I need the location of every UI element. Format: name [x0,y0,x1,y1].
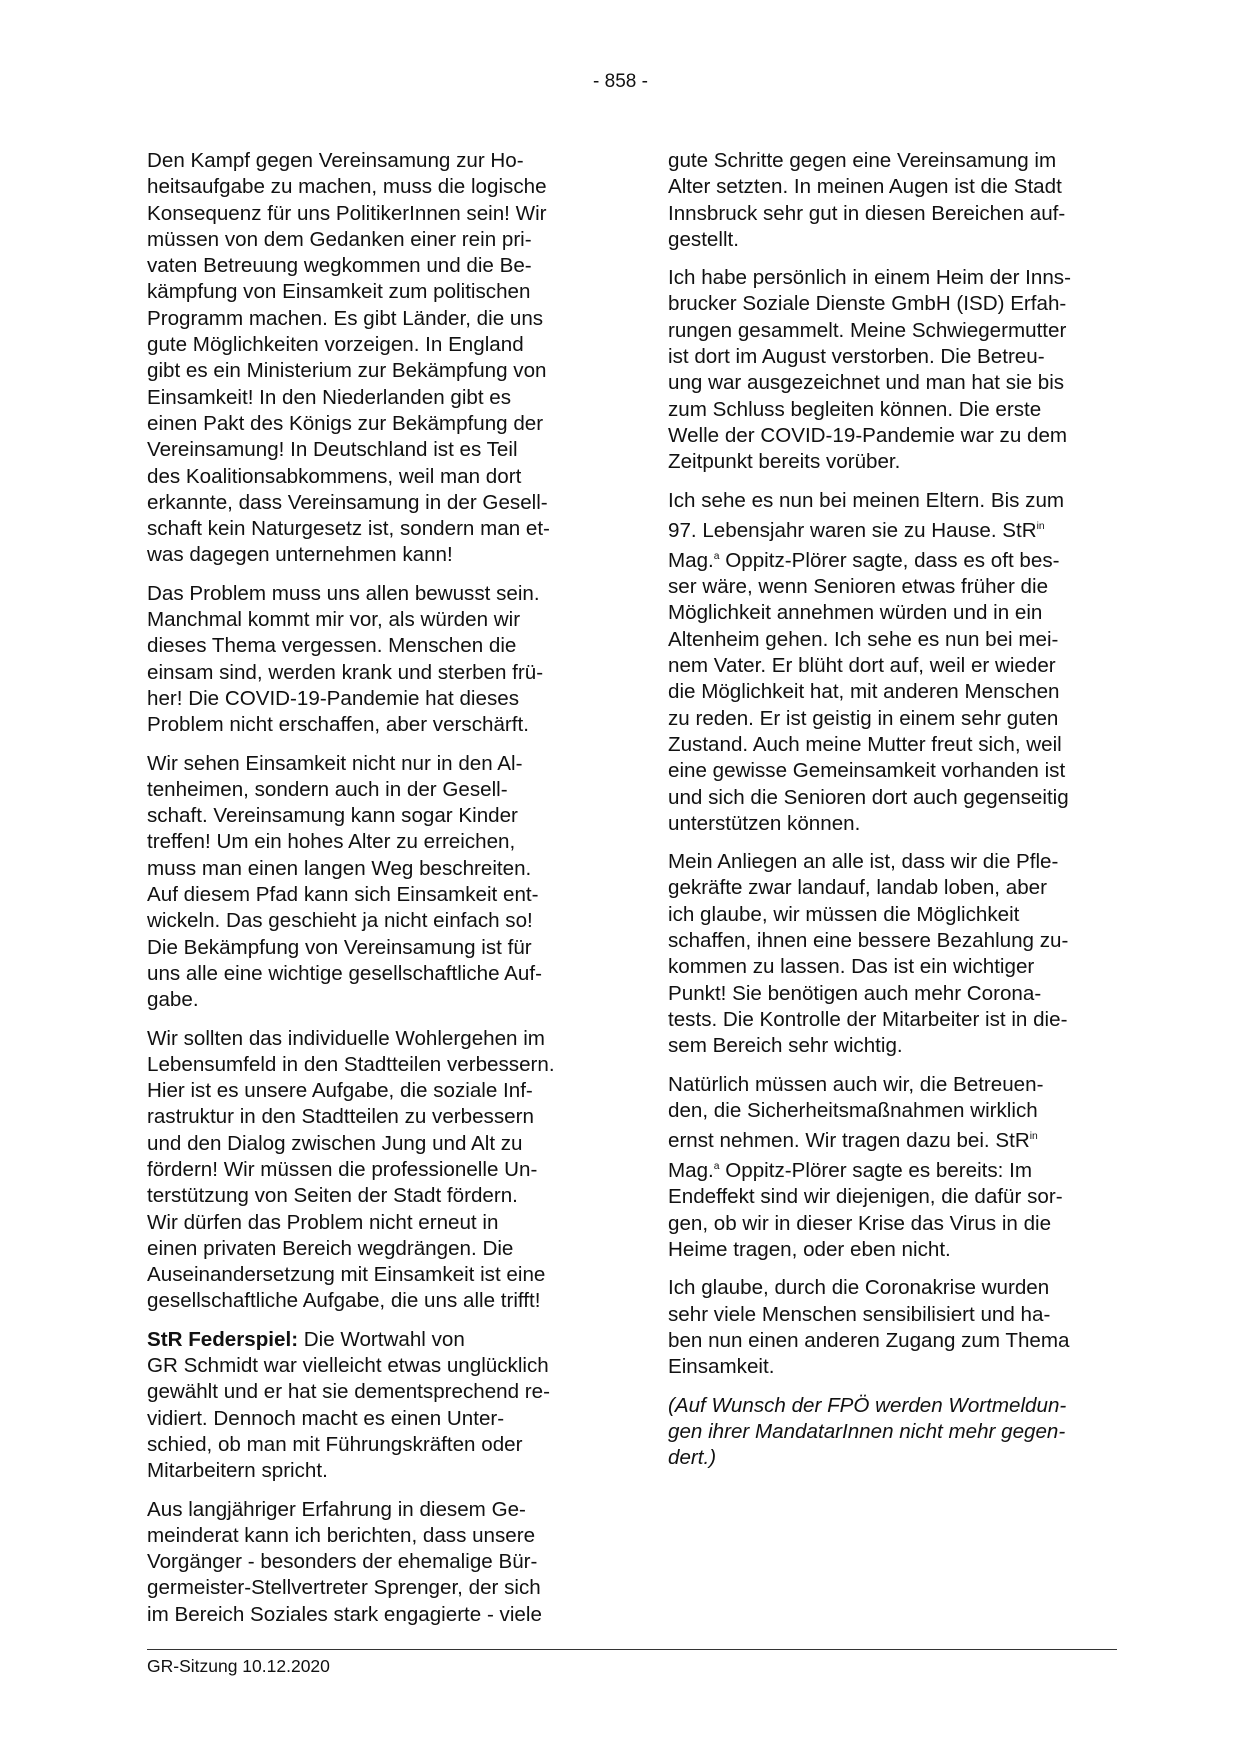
speaker-name: StR Federspiel: [147,1327,299,1351]
paragraph: Das Problem muss uns allen bewusst sein. Manchmal kommt mir vor, als würden wir dieses Thema vergessen. Menschen die einsam sind, werden krank und sterben frü- her! Die COVID-19-Pandemie hat dieses Problem nicht erschaffen, aber verschärft. [147,581,544,737]
page-number: - 858 - [593,71,648,92]
paragraph: Natürlich müssen auch wir, die Betreuen- den, die Sicherheitsmaßnahmen wirklich ernst nehmen. Wir tragen dazu bei. StR$^{in}$ Mag.$^a$ Oppitz-Plörer sagte es bereits: Im Endeffekt sind wir diejenigen, die dafür sor- gen, ob wir in dieser Krise das Virus in die Heime tragen, oder eben nicht. [668,1072,1063,1262]
footer-text: GR-Sitzung 10.12.2020 [147,1656,330,1676]
paragraph: Aus langjähriger Erfahrung in diesem Ge- meinderat kann ich berichten, dass unsere Vorgänger - besonders der ehemalige Bür- germeister-Stellvertreter Sprenger, der sich im Bereich Soziales stark engagierte - viele [147,1497,542,1626]
paragraph: Ich habe persönlich in einem Heim der Inns- brucker Soziale Dienste GmbH (ISD) Erfah- rungen gesammelt. Meine Schwiegermutter ist dort im August verstorben. Die Betreu- ung war ausgezeichnet und man hat sie bis zum Schluss begleiten können. Die erste Welle der COVID-19-Pandemie war zu dem Zeitpunkt bereits vorüber. [668,266,1071,474]
paragraph: Den Kampf gegen Vereinsamung zur Ho- heitsaufgabe zu machen, muss die logische Konsequenz für uns PolitikerInnen sein! Wir müssen von dem Gedanken einer rein pri- vaten Betreuung wegkommen und die Be- kämpfung von Einsamkeit zum politischen Programm machen. Es gibt Länder, die uns gute Möglichkeiten vorzeigen. In England gibt es ein Ministerium zur Bekämpfung von Einsamkeit! In den Niederlanden gibt es einen Pakt des Königs zur Bekämpfung der Vereinsamung! In Deutschland ist es Teil des Koalitionsabkommens, weil man dort erkannte, dass Vereinsamung in der Gesell- schaft kein Naturgesetz ist, sondern man et- was dagegen unternehmen kann! [147,149,550,567]
paragraph: Ich glaube, durch die Coronakrise wurden sehr viele Menschen sensibilisiert und ha- ben nun einen anderen Zugang zum Thema Einsamkeit. [668,1276,1070,1379]
speaker-paragraph: StR Federspiel: Die Wortwahl von GR Schmidt war vielleicht etwas unglücklich gewählt und er hat sie dementsprechend re- vidiert. Dennoch macht es einen Unter- schied, ob man mit Führungskräften oder Mitarbeitern spricht. [147,1327,550,1483]
paragraph: Wir sehen Einsamkeit nicht nur in den Al- tenheimen, sondern auch in der Gesell- schaft. Vereinsamung kann sogar Kinder treffen! Um ein hohes Alter zu erreichen, muss man einen langen Weg beschreiten. Auf diesem Pfad kann sich Einsamkeit ent- wickeln. Das geschieht ja nicht einfach so! Die Bekämpfung von Vereinsamung ist für uns alle eine wichtige gesellschaftliche Auf- gabe. [147,751,542,1012]
left-column [147,148,591,1640]
paragraph: Wir sollten das individuelle Wohlergehen im Lebensumfeld in den Stadtteilen verbessern. Hier ist es unsere Aufgabe, die soziale Inf- rastruktur in den Stadtteilen zu verbessern und den Dialog zwischen Jung und Alt zu fördern! Wir müssen die professionelle Un- terstützung von Seiten der Stadt fördern. Wir dürfen das Problem nicht erneut in einen privaten Bereich wegdrängen. Die Auseinandersetzung mit Einsamkeit ist eine gesellschaftliche Aufgabe, die uns alle trifft! [147,1026,555,1313]
paragraph: Mein Anliegen an alle ist, dass wir die Pfle- gekräfte zwar landauf, landab loben, aber ich glaube, wir müssen die Möglichkeit schaffen, ihnen eine bessere Bezahlung zu- kommen zu lassen. Das ist ein wichtiger Punkt! Sie benötigen auch mehr Corona- tests. Die Kontrolle der Mitarbeiter ist in die- sem Bereich sehr wichtig. [668,850,1069,1058]
right-column [668,148,1113,1483]
paragraph: gute Schritte gegen eine Vereinsamung im Alter setzten. In meinen Augen ist die Stadt Innsbruck sehr gut in diesen Bereichen auf- gestellt. [668,149,1066,251]
footer-divider [147,1649,1117,1650]
editorial-note: (Auf Wunsch der FPÖ werden Wortmeldun- gen ihrer MandatarInnen nicht mehr gegen- dert.) [668,1393,1067,1470]
paragraph: Ich sehe es nun bei meinen Eltern. Bis zum 97. Lebensjahr waren sie zu Hause. StR$^{in}$ Mag.$^a$ Oppitz-Plörer sagte, dass es oft bes- ser wäre, wenn Senioren etwas früher die Möglichkeit annehmen würden und in ein Altenheim gehen. Ich sehe es nun bei mei- nem Vater. Er blüht dort auf, weil er wieder die Möglichkeit hat, mit anderen Menschen zu reden. Er ist geistig in einem sehr guten Zustand. Auch meine Mutter freut sich, weil eine gewisse Gemeinsamkeit vorhanden ist und sich die Senioren dort auch gegenseitig unterstützen können. [668,488,1069,835]
